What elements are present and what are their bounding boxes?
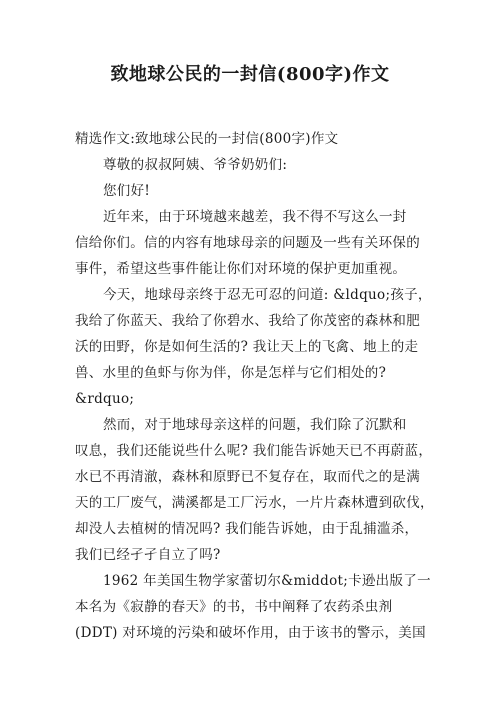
text-line: 本名为《寂静的春天》的书，书中阐释了农药杀虫剂 (75, 599, 393, 615)
text-line: 事件，希望这些事件能让你们对环境的保护更加重视。 (75, 261, 407, 277)
text-line: 1962 年美国生物学家蕾切尔&middot;卡逊出版了一 (103, 573, 431, 589)
text-line: 您们好! (103, 183, 151, 199)
text-line: 我给了你蓝天、我给了你碧水、我给了你茂密的森林和肥 (75, 313, 420, 329)
text-line: 天的工厂废气，满溪都是工厂污水，一片片森林遭到砍伐， (75, 495, 434, 511)
text-line: 我们已经孑孑自立了吗? (75, 547, 221, 563)
text-line: 近年来，由于环境越来越差，我不得不写这么一封 (103, 209, 407, 225)
text-line: 却没人去植树的情况吗? 我们能告诉她，由于乱捕滥杀， (75, 521, 419, 537)
text-line: 尊敬的叔叔阿姨、爷爷奶奶们: (103, 157, 288, 173)
text-line: (DDT) 对环境的污染和破坏作用，由于该书的警示，美国 (75, 625, 426, 641)
document-subtitle: 精选作文:致地球公民的一封信(800字)作文 (75, 131, 339, 147)
document-title: 致地球公民的一封信(800字)作文 (110, 64, 390, 85)
text-line: &rdquo; (75, 391, 135, 407)
text-line: 今天，地球母亲终于忍无可忍的问道: &ldquo;孩子， (103, 287, 432, 303)
text-line: 叹息，我们还能说些什么呢? 我们能告诉她天已不再蔚蓝， (75, 443, 433, 459)
text-line: 信给你们。信的内容有地球母亲的问题及一些有关环保的 (75, 235, 420, 251)
text-line: 沃的田野，你是如何生活的? 我让天上的飞禽、地上的走 (75, 339, 419, 355)
text-line: 水已不再清澈，森林和原野已不复存在，取而代之的是满 (75, 469, 420, 485)
text-line: 兽、水里的鱼虾与你为伴，你是怎样与它们相处的? (75, 365, 387, 381)
text-line: 然而，对于地球母亲这样的问题，我们除了沉默和 (103, 417, 407, 433)
document-body (75, 152, 442, 646)
